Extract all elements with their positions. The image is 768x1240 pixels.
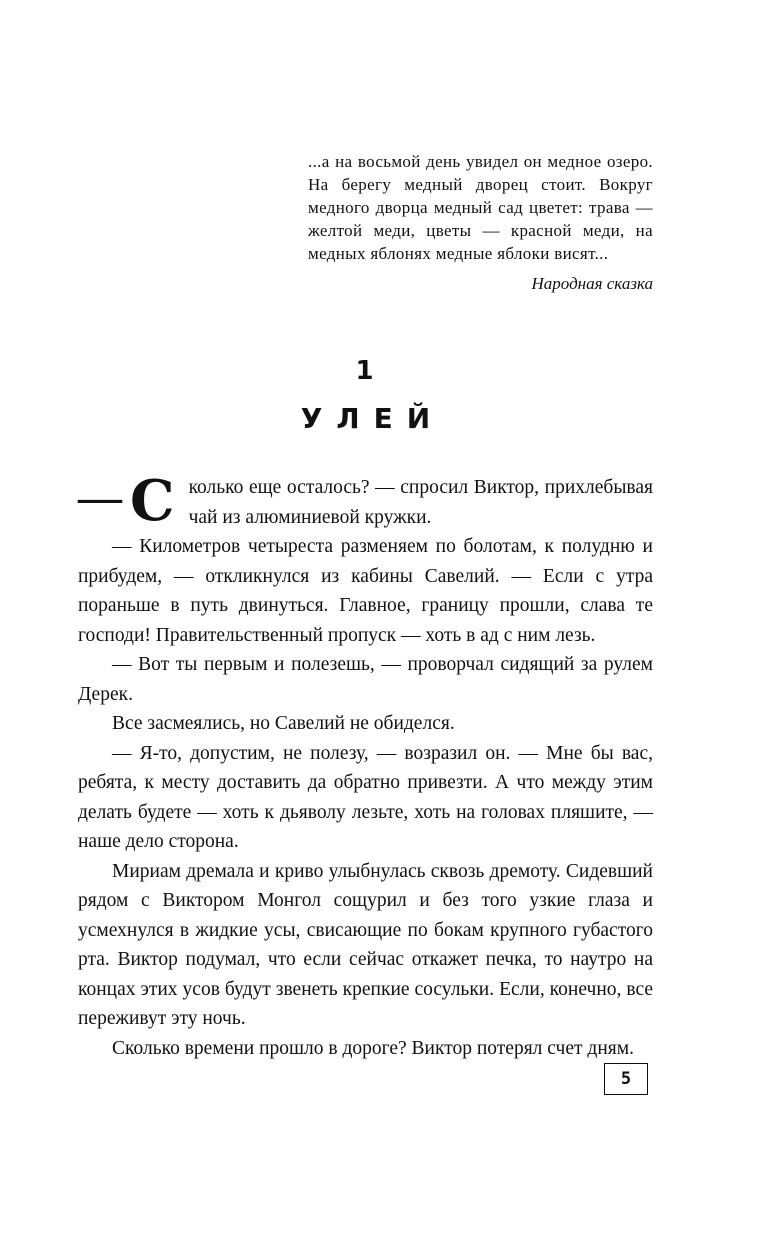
dropcap-dash: —: [78, 473, 120, 522]
page-number-box: [604, 1063, 648, 1095]
paragraph: — Я-то, допустим, не полезу, — возразил он. — Мне бы вас, ребята, к месту доставить да обратно привезти. А что между этим делать будете — хоть к дьяволу лезьте, хоть на головах пляшите, — наше дело сторона.: [78, 742, 653, 852]
paragraph-opening-text: колько еще осталось? — спросил Виктор, прихлебывая чай из алюминиевой кружки.: [188, 477, 653, 528]
epigraph-attribution: Народная сказка: [531, 274, 653, 293]
body-text: [78, 468, 653, 1063]
paragraph: — Вот ты первым и полезешь, — проворчал сидящий за рулем Дерек.: [78, 654, 653, 705]
epigraph-text: ...а на восьмой день увидел он медное озеро. На берегу медный дворец стоит. Вокруг медного дворца медный сад цветет: трава — желтой меди, цветы — красной меди, на медных яблонях медные яблоки висят...: [308, 152, 653, 263]
dropcap: [78, 468, 189, 534]
chapter-number: 1: [355, 356, 376, 386]
page-number: 5: [620, 1069, 632, 1089]
page-content: [78, 0, 653, 1063]
dropcap-letter: С: [130, 468, 175, 534]
paragraph: Сколько времени прошло в дороге? Виктор потерял счет дням.: [112, 1037, 634, 1059]
paragraph: Все засмеялись, но Савелий не обиделся.: [112, 713, 455, 734]
epigraph: [308, 150, 653, 294]
paragraph: — Километров четыреста разменяем по болотам, к полудню и прибудем, — откликнулся из кабины Савелий. — Если с утра пораньше в путь двинуться. Главное, границу прошли, слава те господи! Правительственный пропуск — хоть в ад с ним лезь.: [78, 536, 653, 646]
chapter-title: УЛЕЙ: [300, 402, 445, 435]
paragraph: Мириам дремала и криво улыбнулась сквозь дремоту. Сидевший рядом с Виктором Монгол сощурил и без того узкие глаза и усмехнулся в жидкие усы, свисающие по бокам крупного губастого рта. Виктор подумал, что если сейчас откажет печка, то наутро на концах этих усов будут звенеть крепкие сосульки. Если, конечно, все переживут эту ночь.: [78, 860, 653, 1029]
paragraph-opening: [78, 468, 653, 534]
